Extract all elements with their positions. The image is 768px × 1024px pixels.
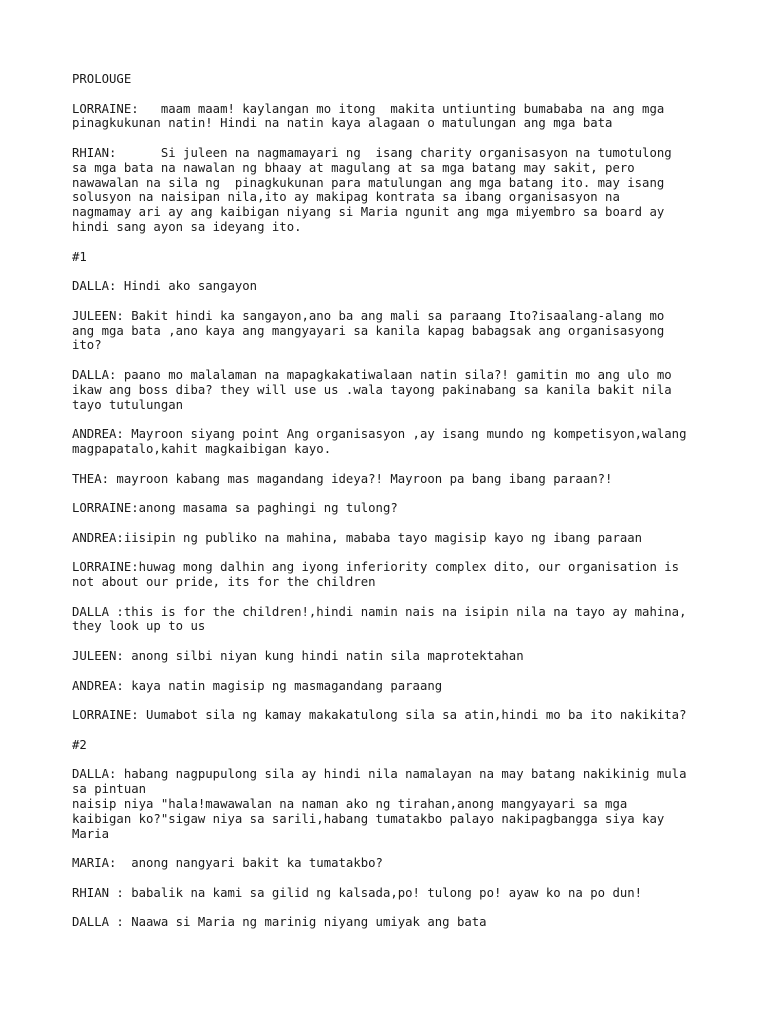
script-paragraph: [72, 309, 732, 353]
script-paragraph: [72, 501, 732, 516]
text-line: ito?: [72, 338, 102, 353]
text-line: sa mga bata na nawalan ng bhaay at magulang at sa mga batang may sakit, pero: [72, 160, 635, 175]
text-line: pinagkukunan natin! Hindi na natin kaya alagaan o matulungan ang mga bata: [72, 116, 613, 131]
text-line: MARIA: anong nangyari bakit ka tumatakbo?: [72, 856, 383, 871]
text-line: ang mga bata ,ano kaya ang mangyayari sa kanila kapag babagsak ang organisasyong: [72, 323, 665, 338]
script-paragraph: [72, 72, 732, 87]
script-paragraph: [72, 886, 732, 901]
text-line: #1: [72, 249, 87, 264]
text-line: LORRAINE: maam maam! kaylangan mo itong makita untiunting bumababa na ang mga: [72, 101, 665, 116]
script-paragraph: [72, 767, 732, 841]
script-paragraph: [72, 915, 732, 930]
text-line: kaibigan ko?"sigaw niya sa sarili,habang tumatakbo palayo nakipagbangga siya kay: [72, 811, 665, 826]
text-line: PROLOUGE: [72, 72, 132, 86]
text-line: tayo tutulungan: [72, 397, 184, 412]
text-line: ikaw ang boss diba? they will use us .wala tayong pakinabang sa kanila bakit nila: [72, 382, 672, 397]
script-paragraph: [72, 250, 732, 265]
text-line: THEA: mayroon kabang mas magandang ideya?! Mayroon pa bang ibang paraan?!: [72, 471, 613, 486]
text-line: LORRAINE: Uumabot sila ng kamay makakatulong sila sa atin,hindi mo ba ito nakikita?: [72, 708, 687, 723]
text-line: they look up to us: [72, 619, 206, 634]
text-line: not about our pride, its for the children: [72, 575, 376, 590]
text-line: RHIAN: Si juleen na nagmamayari ng isang charity organisasyon na tumotulong: [72, 145, 672, 160]
script-paragraph: [72, 368, 732, 412]
text-line: DALLA: Hindi ako sangayon: [72, 279, 258, 294]
text-line: Maria: [72, 826, 110, 841]
script-paragraph: [72, 102, 732, 132]
script-paragraph: [72, 708, 732, 723]
text-line: nagmamay ari ay ang kaibigan niyang si Maria ngunit ang mga miyembro sa board ay: [72, 205, 665, 220]
text-line: LORRAINE:anong masama sa paghingi ng tulong?: [72, 501, 398, 516]
text-line: hindi sang ayon sa ideyang ito.: [72, 219, 302, 234]
script-paragraph: [72, 856, 732, 871]
text-line: magpapatalo,kahit magkaibigan kayo.: [72, 441, 332, 456]
script-paragraph: [72, 649, 732, 664]
script-paragraph: [72, 146, 732, 235]
script-paragraph: [72, 531, 732, 546]
document-page: [72, 72, 732, 945]
text-line: JULEEN: anong silbi niyan kung hindi natin sila maprotektahan: [72, 649, 524, 664]
script-paragraph: [72, 279, 732, 294]
text-line: DALLA: habang nagpupulong sila ay hindi nila namalayan na may batang nakikinig mula: [72, 767, 687, 782]
text-line: RHIAN : babalik na kami sa gilid ng kalsada,po! tulong po! ayaw ko na po dun!: [72, 885, 643, 900]
text-line: DALLA: paano mo malalaman na mapagkakatiwalaan natin sila?! gamitin mo ang ulo mo: [72, 367, 672, 382]
script-paragraph: [72, 427, 732, 457]
text-line: nawawalan na sila ng pinagkukunan para matulungan ang mga batang ito. may isang: [72, 175, 665, 190]
script-paragraph: [72, 738, 732, 753]
text-line: DALLA : Naawa si Maria ng marinig niyang umiyak ang bata: [72, 915, 487, 930]
script-paragraph: [72, 560, 732, 590]
text-line: ANDREA: Mayroon siyang point Ang organisasyon ,ay isang mundo ng kompetisyon,walang: [72, 427, 687, 442]
text-line: naisip niya "hala!mawawalan na naman ako ng tirahan,anong mangyayari sa mga: [72, 797, 628, 812]
text-line: sa pintuan: [72, 782, 147, 797]
text-line: DALLA :this is for the children!,hindi namin nais na isipin nila na tayo ay mahina,: [72, 604, 687, 619]
text-line: ANDREA:iisipin ng publiko na mahina, mababa tayo magisip kayo ng ibang paraan: [72, 530, 643, 545]
text-line: solusyon na naisipan nila,ito ay makipag kontrata sa ibang organisasyon na: [72, 190, 620, 205]
text-line: #2: [72, 737, 87, 752]
script-paragraph: [72, 605, 732, 635]
text-line: JULEEN: Bakit hindi ka sangayon,ano ba ang mali sa paraang Ito?isaalang-alang mo: [72, 308, 665, 323]
text-line: ANDREA: kaya natin magisip ng masmagandang paraang: [72, 678, 443, 693]
text-line: LORRAINE:huwag mong dalhin ang iyong inferiority complex dito, our organisation is: [72, 560, 680, 575]
script-paragraph: [72, 472, 732, 487]
script-paragraph: [72, 679, 732, 694]
